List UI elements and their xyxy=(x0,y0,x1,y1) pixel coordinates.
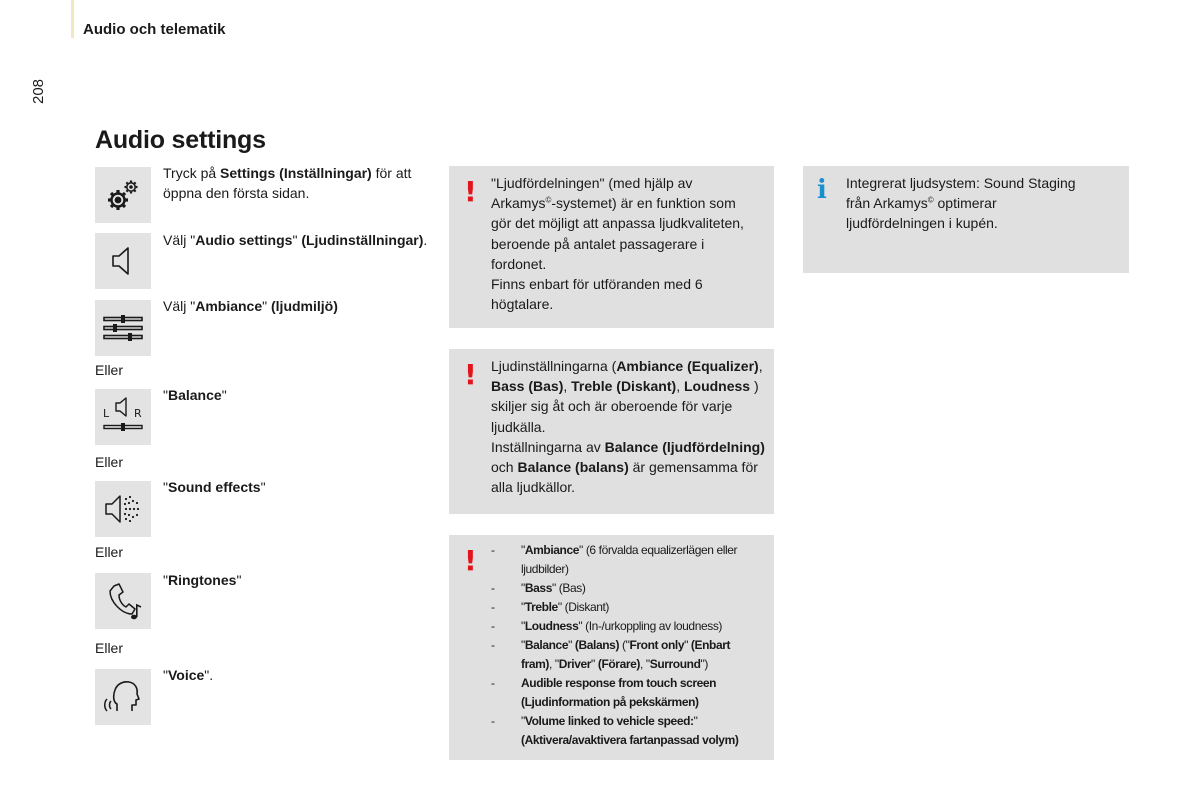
list-item: - "Bass" (Bas) xyxy=(491,581,586,595)
gear-icon xyxy=(95,167,151,223)
note-ljudfordelning xyxy=(449,166,774,328)
or-label: Eller xyxy=(95,544,124,560)
note-info-text: Integrerat ljudsystem: Sound Staging från Arkamys© optimerar ljudfördelningen i kupén. xyxy=(846,175,1076,232)
warning-icon: ! xyxy=(464,544,477,577)
list-item: - "Balance" (Balans) ("Front only" (Enbart fram), "Driver" (Förare), "Surround") xyxy=(491,638,731,671)
warning-icon: ! xyxy=(464,358,477,391)
step-voice: "Voice". xyxy=(163,667,214,683)
note-ljudinstallningar xyxy=(449,349,774,514)
page-title: Audio settings xyxy=(95,126,266,154)
note-ljudfordelning-text: "Ljudfördelningen" (med hjälp av Arkamys©-systemet) är en funktion som gör det möjligt att anpassa ljudkvaliteten, beroende på antalet passagerare i fordonet. Finns enbart för utföranden med 6 högtalare. xyxy=(491,175,744,313)
or-label: Eller xyxy=(95,454,124,470)
equalizer-icon xyxy=(95,300,151,356)
step-ambiance: Välj "Ambiance" (ljudmiljö) xyxy=(163,298,338,314)
page-number: 208 xyxy=(30,78,47,104)
note-settings-list xyxy=(449,535,774,760)
voice-icon xyxy=(95,669,151,725)
note-info xyxy=(803,166,1129,273)
header-accent-bar xyxy=(71,0,74,38)
list-item: - "Ambiance" (6 förvalda equalizerlägen eller ljudbilder) xyxy=(491,543,738,576)
note-ljudinstallningar-text: Ljudinställningarna (Ambiance (Equalizer), Bass (Bas), Treble (Diskant), Loudness ) skiljer sig åt och är oberoende för varje ljudkälla. Inställningarna av Balance (ljudfördelning) och Balance (balans) är gemensamma för alla ljudkällor. xyxy=(491,358,765,496)
section-title: Audio och telematik xyxy=(83,21,226,38)
list-item: - "Treble" (Diskant) xyxy=(491,600,610,614)
ringtone-icon xyxy=(95,573,151,629)
step-ringtones: "Ringtones" xyxy=(163,572,242,588)
step-sound-effects: "Sound effects" xyxy=(163,479,266,495)
or-label: Eller xyxy=(95,640,124,656)
or-label: Eller xyxy=(95,362,124,378)
list-item: - "Loudness" (In-/urkoppling av loudness) xyxy=(491,619,723,633)
settings-list xyxy=(491,541,741,750)
list-item: - "Volume linked to vehicle speed:" (Aktivera/avaktivera fartanpassad volym) xyxy=(491,714,739,747)
balance-right-label: R xyxy=(134,407,142,420)
sound-effects-icon xyxy=(95,481,151,537)
balance-icon xyxy=(95,389,151,445)
list-item: - Audible response from touch screen (Ljudinformation på pekskärmen) xyxy=(491,676,717,709)
step-balance: "Balance" xyxy=(163,387,227,403)
balance-left-label: L xyxy=(103,407,110,420)
step-settings: Tryck på Settings (Inställningar) för att öppna den första sidan. xyxy=(163,165,412,201)
warning-icon: ! xyxy=(464,175,477,208)
step-audio-settings: Välj "Audio settings" (Ljudinställningar). xyxy=(163,232,428,248)
info-icon: i xyxy=(817,175,827,205)
speaker-icon xyxy=(95,233,151,289)
